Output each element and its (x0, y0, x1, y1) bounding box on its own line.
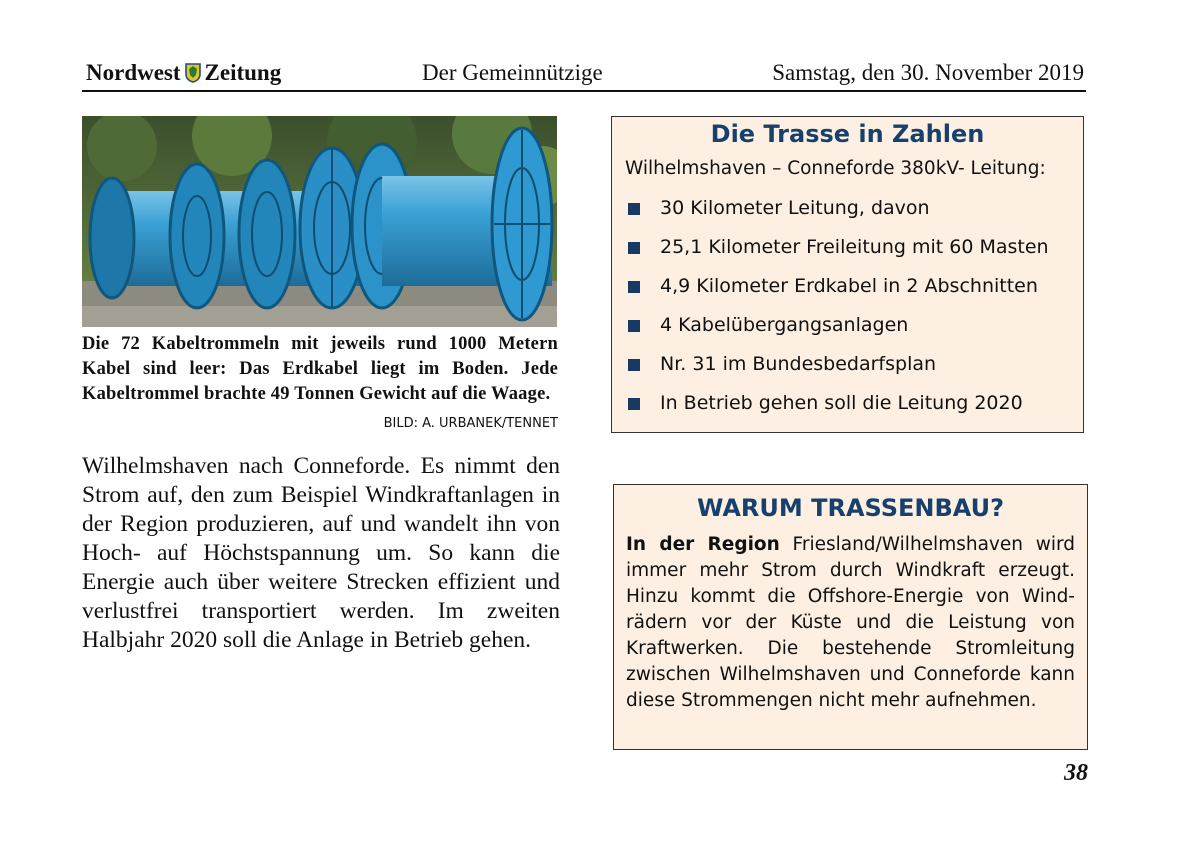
square-bullet-icon (628, 242, 640, 254)
list-item-text: Nr. 31 im Bundesbedarfsplan (660, 353, 937, 375)
facts-box-subtitle: Wilhelmshaven – Conneforde 380kV- Leitung: (625, 158, 1046, 179)
square-bullet-icon (628, 281, 640, 293)
section-title: Der Gemeinnützige (422, 60, 603, 85)
list-item (628, 314, 908, 336)
article-body: Wilhelmshaven nach Conneforde. Es nimmt den Strom auf, den zum Beispiel Windkraftanlagen in der Region produzieren, auf und wandelt ihn von Hoch- auf Höchstspannung um. So kann die Energie auch über weitere Strecken effizient und verlustfrei transportiert werden. Im zweiten Halbjahr 2020 soll die Anlage in Betrieb gehen. (82, 453, 560, 653)
masthead-right: Zeitung (204, 60, 282, 85)
square-bullet-icon (628, 398, 640, 410)
square-bullet-icon (628, 203, 640, 215)
page-header (82, 58, 1086, 92)
why-box-text (626, 532, 1075, 714)
list-item (628, 236, 1049, 258)
list-item (628, 392, 1023, 414)
list-item-text: 4 Kabelübergangsanlagen (660, 314, 909, 336)
why-box-lead: In der Region (626, 534, 780, 555)
square-bullet-icon (628, 320, 640, 332)
list-item (628, 197, 930, 219)
list-item-text: 25,1 Kilometer Freileitung mit 60 Masten (660, 236, 1049, 258)
cable-drums-photo (82, 116, 557, 327)
why-box (613, 484, 1088, 750)
list-item-text: 30 Kilometer Leitung, davon (660, 197, 930, 219)
why-box-body: Friesland/Wilhelmshaven wird immer mehr Strom durch Windkraft erzeugt. Hinzu kommt die Offshore-Energie von Wind-rädern vor der Küste und die Leistung von Kraftwerken. Die bestehende Stromleitung zwischen Wilhelmshaven und Conneforde kann diese Strommengen nicht mehr aufnehmen. (626, 534, 1075, 711)
masthead-left: Nordwest (86, 60, 181, 85)
square-bullet-icon (628, 359, 640, 371)
page-number: 38 (1064, 760, 1088, 786)
list-item (628, 275, 1038, 297)
caption-text: Die 72 Kabeltrommeln mit jeweils rund 1000 Metern Kabel sind leer: Das Erdkabel liegt im Boden. Jede Kabeltrommel brachte 49 Tonnen Gewicht auf die Waage. (82, 334, 558, 404)
facts-box (611, 116, 1084, 433)
photo-credit: BILD: A. URBANEK/TENNET (383, 416, 558, 431)
facts-box-title: Die Trasse in Zahlen (710, 120, 985, 148)
coat-of-arms-icon (185, 63, 201, 89)
why-box-title: WARUM TRASSENBAU? (696, 494, 1005, 522)
list-item-text: In Betrieb gehen soll die Leitung 2020 (660, 392, 1023, 414)
issue-date: Samstag, den 30. November 2019 (772, 60, 1084, 85)
newspaper-masthead (86, 60, 281, 89)
photo-caption (82, 332, 558, 436)
list-item-text: 4,9 Kilometer Erdkabel in 2 Abschnitten (660, 275, 1038, 297)
list-item (628, 353, 936, 375)
